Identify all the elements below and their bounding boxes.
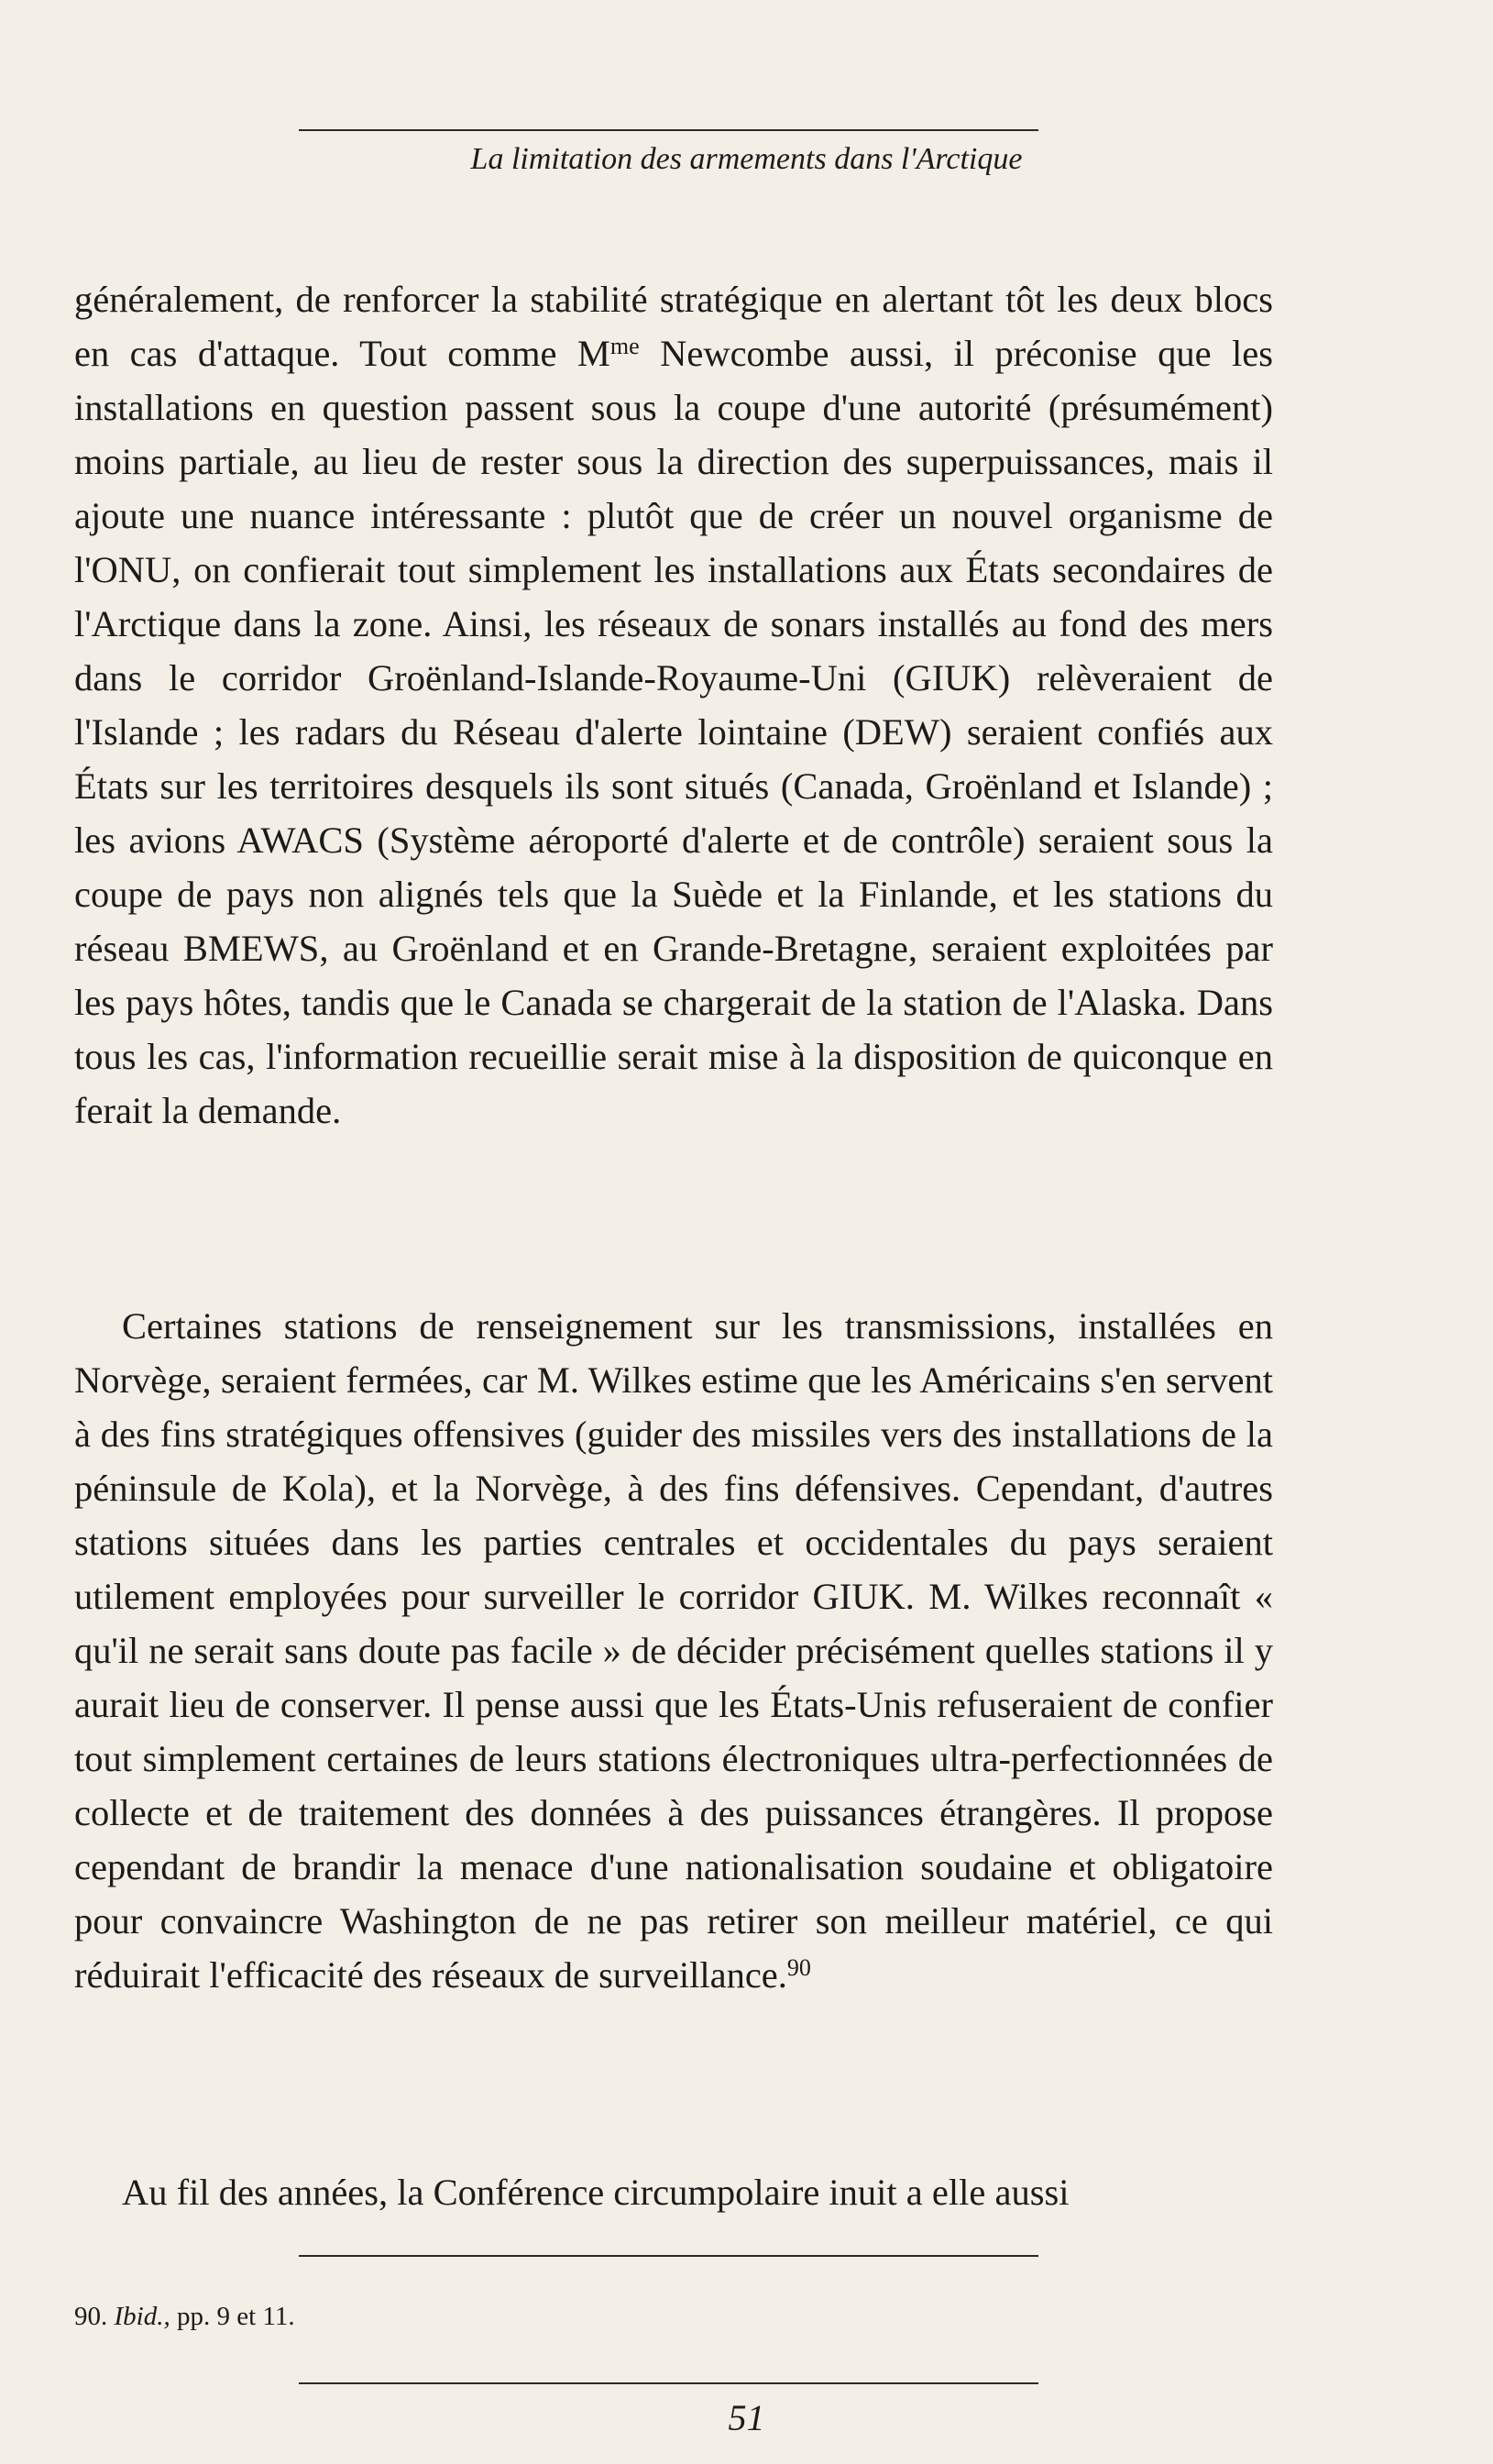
footnote-90: [74, 2300, 295, 2333]
footnote-number: 90.: [74, 2302, 108, 2331]
paragraph-1-part-b: Newcombe aussi, il préconise que les installations en question passent sous la coupe d'une autorité (présumément) moins partiale, au lieu de rester sous la direction des superpuissances, mais il ajoute une nuance intéressante : plutôt que de créer un nouvel organisme de l'ONU, on confierait tout simplement les installations aux États secondaires de l'Arctique dans la zone. Ainsi, les réseaux de sonars installés au fond des mers dans le corridor Groënland-Islande-Royaume-Uni (GIUK) relèveraient de l'Islande ; les radars du Réseau d'alerte lointaine (DEW) seraient confiés aux États sur les territoires desquels ils sont situés (Canada, Groënland et Islande) ; les avions AWACS (Système aéroporté d'alerte et de contrôle) seraient sous la coupe de pays non alignés tels que la Suède et la Finlande, et les stations du réseau BMEWS, au Groënland et en Grande-Bretagne, seraient exploitées par les pays hôtes, tandis que le Canada se chargerait de la station de l'Alaska. Dans tous les cas, l'information recueillie serait mise à la disposition de quiconque en ferait la demande.: [74, 333, 1273, 1131]
main-text-3: [74, 2165, 1273, 2219]
main-text-2: [74, 1299, 1273, 2002]
paragraph-2-text: Certaines stations de renseignement sur les transmissions, installées en Norvège, seraient fermées, car M. Wilkes estime que les Américains s'en servent à des fins stratégiques offensives (guider des missiles vers des installations de la péninsule de Kola), et la Norvège, à des fins défensives. Cependant, d'autres stations situées dans les parties centrales et occidentales du pays seraient utilement employées pour surveiller le corridor GIUK. M. Wilkes reconnaît « qu'il ne serait sans doute pas facile » de décider précisément quelles stations il y aurait lieu de conserver. Il pense aussi que les États-Unis refuseraient de confier tout simplement certaines de leurs stations électroniques ultra-perfectionnées de collecte et de traitement des données à des puissances étrangères. Il propose cependant de brandir la menace d'une nationalisation soudaine et obligatoire pour convaincre Washington de ne pas retirer son meilleur matériel, ce qui réduirait l'efficacité des réseaux de surveillance.: [74, 1305, 1273, 1996]
footnote-rule: [299, 2255, 1038, 2257]
paragraph-1-part-a: généralement, de renforcer la stabilité stratégique en alertant tôt les deux blocs en cas d'attaque. Tout comme M: [74, 279, 1273, 374]
paragraph-3: [74, 2165, 1273, 2219]
header-rule: [299, 129, 1038, 131]
footnote-pages: pp. 9 et 11.: [170, 2302, 295, 2331]
footnote-ref-90: 90: [786, 1954, 811, 1981]
paragraph-2: [74, 1299, 1273, 2002]
footer-rule: [299, 2382, 1038, 2384]
running-title: La limitation des armements dans l'Arctique: [470, 142, 1023, 176]
paragraph-1: [74, 272, 1273, 1138]
main-text: [74, 272, 1273, 1138]
paragraph-3-text: Au fil des années, la Conférence circumpolaire inuit a elle aussi: [122, 2172, 1070, 2213]
superscript-me: me: [609, 333, 640, 359]
page-number: 51: [728, 2397, 765, 2438]
footnote-ibid: Ibid.,: [114, 2302, 170, 2331]
